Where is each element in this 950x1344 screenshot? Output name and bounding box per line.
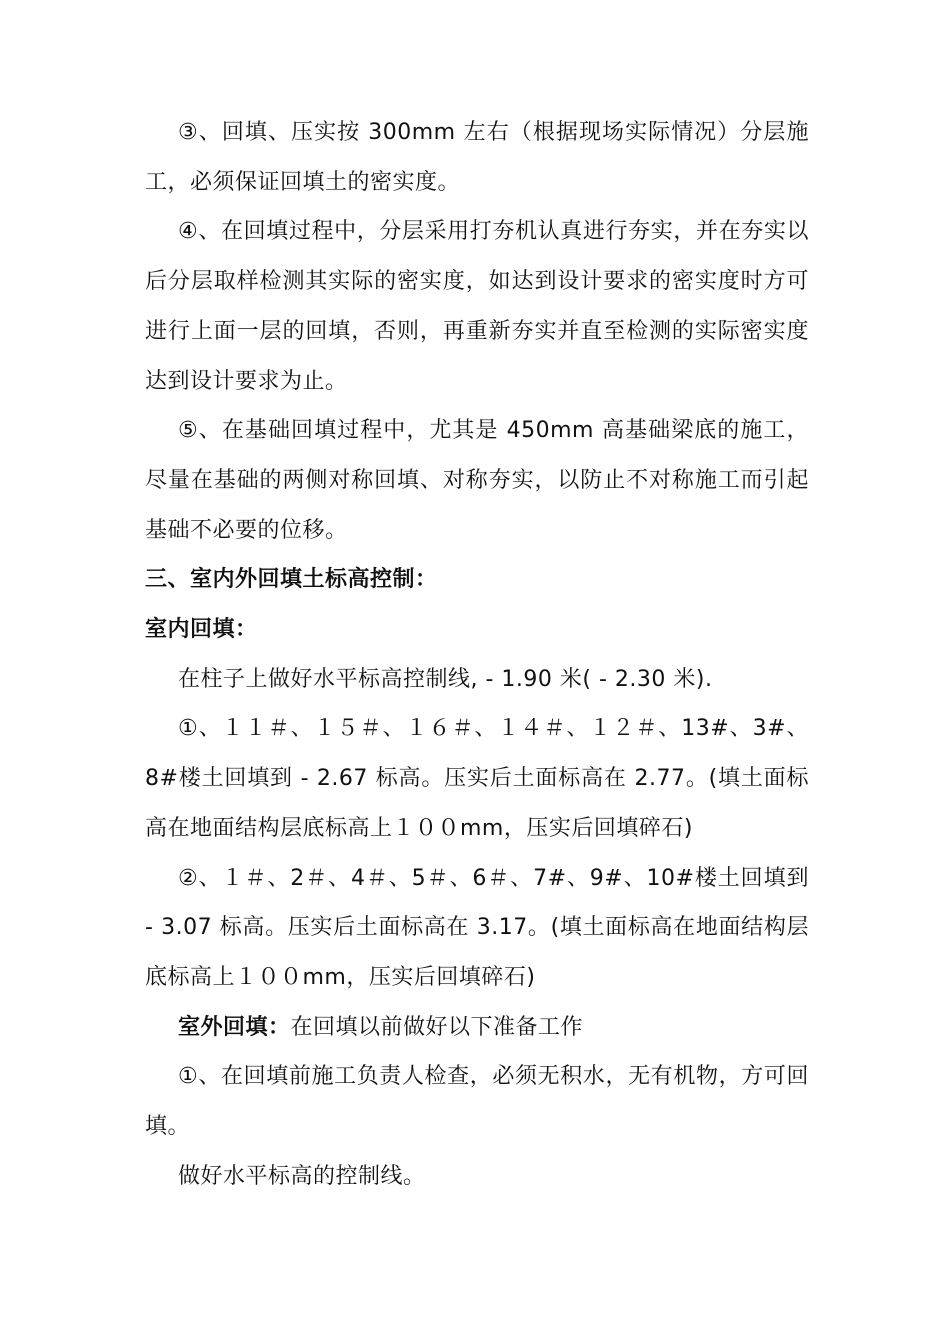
paragraph-compaction-testing: ④、在回填过程中，分层采用打夯机认真进行夯实，并在夯实以后分层取样检测其实际的密实度，如达到设计要求的密实度时方可进行上面一层的回填，否则，再重新夯实并直至检测的实际密实度达到设计要求为止。 xyxy=(145,219,809,394)
paragraph-buildings-group-1: ①、１１＃、１５＃、１６＃、１４＃、１２＃、13#、3#、8#楼土回填到 - 2.67 标高。压实后土面标高在 2.77。(填土面标高在地面结构层底标高上１００mm，压实后回填碎石) xyxy=(145,716,809,841)
section-heading-elevation-control: 三、室内外回填土标高控制： xyxy=(145,567,438,593)
document-body xyxy=(145,108,809,1201)
paragraph-column-level-line: 在柱子上做好水平标高控制线, - 1.90 米( - 2.30 米). xyxy=(178,666,713,692)
paragraph-outdoor-backfill xyxy=(145,1003,809,1053)
paragraph-symmetric-backfill: ⑤、在基础回填过程中，尤其是 450mm 高基础梁底的施工，尽量在基础的两侧对称回填、对称夯实，以防止不对称施工而引起基础不必要的位移。 xyxy=(145,418,809,543)
paragraph-buildings-group-2: ②、１＃、2＃、4＃、5＃、6＃、7#、9#、10#楼土回填到 - 3.07 标高。压实后土面标高在 3.17。(填土面标高在地面结构层底标高上１００mm，压实后回填碎石) xyxy=(145,865,809,990)
paragraph-level-control-line: 做好水平标高的控制线。 xyxy=(178,1163,426,1189)
outdoor-backfill-label: 室外回填： xyxy=(178,1014,291,1040)
subheading-indoor-backfill: 室内回填： xyxy=(145,617,258,643)
paragraph-pre-backfill-inspection: ①、在回填前施工负责人检查，必须无积水，无有机物，方可回填。 xyxy=(145,1064,809,1140)
paragraph-backfill-layering: ③、回填、压实按 300mm 左右（根据现场实际情况）分层施工，必须保证回填土的密实度。 xyxy=(145,120,809,195)
outdoor-backfill-text: 在回填以前做好以下准备工作 xyxy=(290,1014,584,1040)
